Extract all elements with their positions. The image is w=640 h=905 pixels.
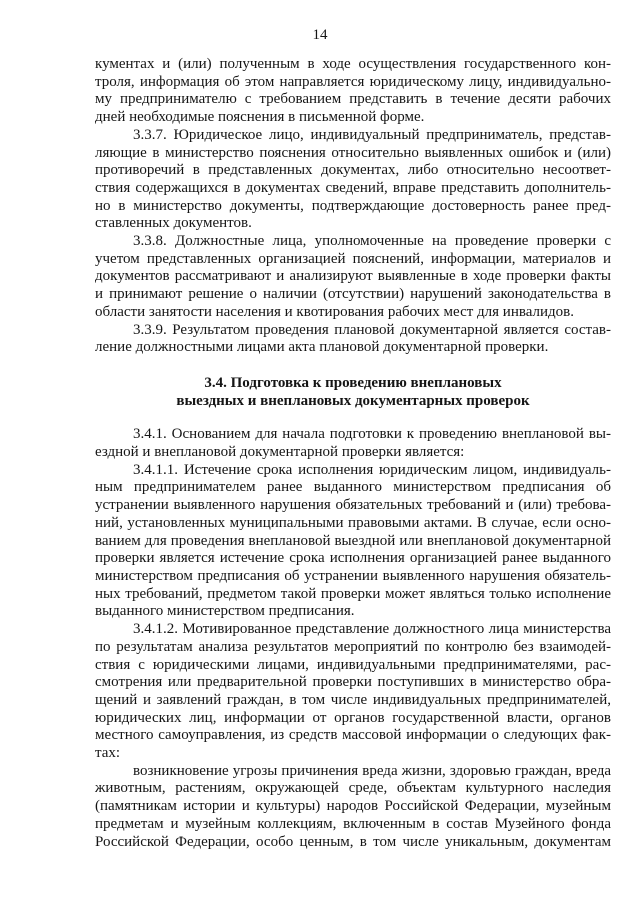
- text-line: юридических лиц, информации от органов государственной власти, органов: [95, 709, 611, 726]
- text-line: предметам и музейным коллекциям, включенным в состав Музейного фонда: [95, 815, 611, 832]
- text-line: но в министерство документы, подтверждающие достоверность ранее пред-: [95, 197, 611, 214]
- text-line: по результатам анализа результатов мероприятий по контролю без взаимодей-: [95, 638, 611, 655]
- text-line: местного самоуправления, из средств массовой информации о следующих фак-: [95, 727, 611, 744]
- text-line: 3.4.1. Основанием для начала подготовки к проведению внеплановой вы-: [133, 426, 611, 443]
- paragraph: [95, 621, 611, 763]
- text-line: устранении выявленного нарушения обязательных требований и (или) требова-: [95, 497, 611, 514]
- text-line: ездной и внеплановой документарной проверки является:: [95, 444, 465, 461]
- text-line: дней необходимые пояснения в письменной форме.: [95, 109, 425, 126]
- section-heading: [95, 375, 611, 410]
- text-line: и принимают решение о наличии (отсутствии) нарушений законодательства в: [95, 286, 611, 303]
- text-line: выданного министерством предписания.: [95, 603, 355, 620]
- text-line: возникновение угрозы причинения вреда жизни, здоровью граждан, вреда: [133, 762, 611, 779]
- text-line: смотрения или предварительной проверки поступивших в министерство обра-: [95, 674, 611, 691]
- text-line: документов рассматривают и анализируют выявленные в ходе проверки факты: [95, 268, 611, 285]
- text-line: 3.4.1.2. Мотивированное представление должностного лица министерства: [133, 621, 611, 638]
- section-heading-line-1: 3.4. Подготовка к проведению внеплановых: [204, 374, 502, 391]
- paragraph: [95, 127, 611, 233]
- text-line: ставленных документов.: [95, 215, 252, 232]
- text-line: противоречий в представленных документах, либо относительно несоответ-: [95, 162, 611, 179]
- text-line: ний, установленных муниципальными правовыми актами. В случае, если осно-: [95, 514, 611, 531]
- paragraph: [95, 426, 611, 461]
- paragraph: [95, 233, 611, 322]
- text-line: учетом представленных организацией пояснений, информации, материалов и: [95, 250, 611, 267]
- document-body: [95, 56, 611, 851]
- text-line: 3.3.7. Юридическое лицо, индивидуальный предприниматель, представ-: [133, 126, 611, 143]
- text-line: троля, информация об этом направляется юридическому лицу, индивидуально-: [95, 73, 611, 90]
- text-line: му предпринимателю с требованием представить в течение десяти рабочих: [95, 91, 611, 108]
- page-number: 14: [312, 27, 328, 43]
- text-line: ных требований, предметом такой проверки может являться только исполнение: [95, 585, 611, 602]
- text-line: щений и заявлений граждан, в том числе индивидуальных предпринимателей,: [95, 691, 611, 708]
- text-line: ляющие в министерство пояснения относительно выявленных ошибок и (или): [95, 144, 611, 161]
- text-line: (памятникам истории и культуры) народов Российской Федерации, музейным: [95, 798, 611, 815]
- text-line: Российской Федерации, особо ценным, в том числе уникальным, документам: [95, 833, 611, 850]
- paragraph: [95, 763, 611, 852]
- text-line: ванием для проведения внеплановой выездной или внеплановой документарной: [95, 532, 611, 549]
- section-heading-line-2: выездных и внеплановых документарных проверок: [176, 392, 530, 409]
- text-line: ным предпринимателем ранее выданного министерством предписания об: [95, 479, 611, 496]
- text-line: 3.3.8. Должностные лица, уполномоченные на проведение проверки с: [133, 233, 611, 250]
- text-line: проверки является истечение срока исполнения организацией ранее выданного: [95, 550, 611, 567]
- text-line: кументах и (или) полученным в ходе осуществления государственного кон-: [95, 56, 611, 72]
- section-3-3-text: [95, 56, 611, 357]
- text-line: ление должностными лицами акта плановой документарной проверки.: [95, 339, 549, 356]
- text-line: 3.3.9. Результатом проведения плановой документарной является состав-: [133, 321, 611, 338]
- text-line: министерством предписания об устранении выявленного нарушения обязатель-: [95, 567, 611, 584]
- section-3-4-text: [95, 426, 611, 851]
- paragraph: [95, 322, 611, 357]
- text-line: области занятости населения и квотирования рабочих мест для инвалидов.: [95, 303, 575, 320]
- text-line: 3.4.1.1. Истечение срока исполнения юридическим лицом, индивидуаль-: [133, 461, 611, 478]
- text-line: животным, растениям, окружающей среде, объектам культурного наследия: [95, 780, 611, 797]
- paragraph: [95, 462, 611, 621]
- text-line: тах:: [95, 745, 121, 762]
- text-line: ствия содержащихся в документах сведений, вправе представить дополнитель-: [95, 179, 611, 196]
- text-line: ствия с юридическими лицами, индивидуальными предпринимателями, рас-: [95, 656, 611, 673]
- paragraph: [95, 56, 611, 127]
